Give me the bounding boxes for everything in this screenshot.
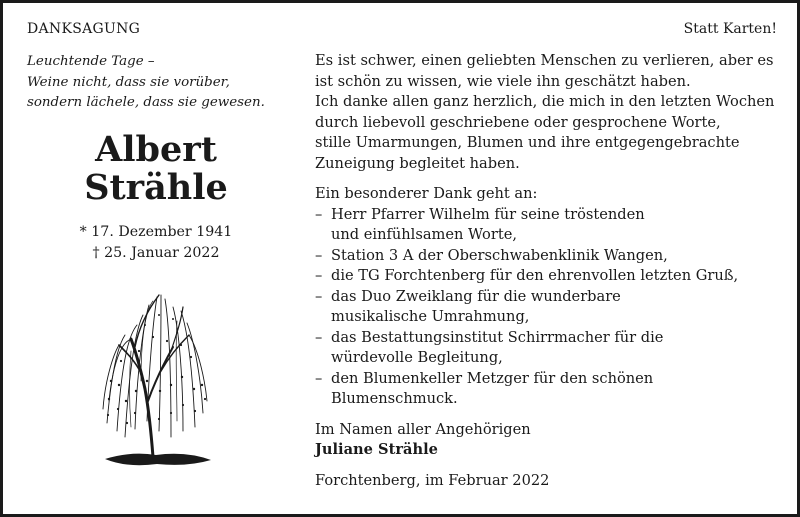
list-item: [315, 246, 785, 267]
list-item-continuation: Blumenschmuck.: [331, 390, 458, 407]
heading-danksagung: DANKSAGUNG: [27, 21, 141, 37]
intro-line: Es ist schwer, einen geliebten Menschen zu verlieren, aber es: [315, 52, 774, 69]
list-dash: –: [315, 287, 323, 305]
intro-line: Ich danke allen ganz herzlich, die mich in den letzten Wochen: [315, 93, 775, 110]
list-item-text: den Blumenkeller Metzger für den schönen: [331, 369, 654, 387]
deceased-name: [43, 131, 269, 207]
list-item-continuation: würdevolle Begleitung,: [331, 349, 503, 366]
intro-line: Zuneigung begleitet haben.: [315, 154, 520, 172]
list-item-text: Station 3 A der Oberschwabenklinik Wangen,: [331, 246, 668, 264]
heading-statt-karten: Statt Karten!: [683, 21, 777, 37]
weeping-willow-tree-icon: [91, 281, 221, 481]
intro-line: durch liebevoll geschriebene oder gesprochene Worte,: [315, 113, 721, 131]
list-item: [315, 287, 785, 328]
poem: [27, 52, 287, 114]
list-item-continuation: und einfühlsamen Worte,: [331, 226, 517, 243]
intro-line: ist schön zu wissen, wie viele ihn geschätzt haben.: [315, 72, 691, 90]
list-item-continuation: musikalische Umrahmung,: [331, 308, 530, 325]
signature: Juliane Strähle: [315, 441, 438, 458]
death-date: † 25. Januar 2022: [92, 245, 220, 261]
last-name: Strähle: [84, 167, 228, 208]
list-item: [315, 328, 785, 369]
list-item-text: Herr Pfarrer Wilhelm für seine tröstenden: [331, 205, 645, 223]
thanks-text: [315, 51, 785, 491]
closing-line: Im Namen aller Angehörigen: [315, 420, 531, 438]
poem-line: Weine nicht, dass sie vorüber,: [27, 74, 230, 90]
list-dash: –: [315, 328, 323, 346]
place-date: Forchtenberg, im Februar 2022: [315, 471, 550, 489]
list-dash: –: [315, 246, 323, 264]
poem-line: Leuchtende Tage –: [27, 54, 155, 69]
thanks-list: [315, 205, 785, 410]
poem-line: sondern lächele, dass sie gewesen.: [27, 95, 265, 110]
life-dates: [43, 222, 269, 264]
thanks-heading: Ein besonderer Dank geht an:: [315, 185, 538, 202]
list-item-text: das Bestattungsinstitut Schirrmacher für die: [331, 328, 664, 346]
list-item: [315, 369, 785, 410]
list-item-text: das Duo Zweiklang für die wunderbare: [331, 287, 621, 305]
intro-line: stille Umarmungen, Blumen und ihre entgegengebrachte: [315, 134, 740, 151]
list-item-text: die TG Forchtenberg für den ehrenvollen letzten Gruß,: [331, 267, 739, 284]
list-item: [315, 266, 785, 287]
list-dash: –: [315, 369, 323, 387]
list-dash: –: [315, 205, 323, 223]
list-dash: –: [315, 267, 323, 284]
first-name: Albert: [95, 129, 217, 170]
list-item: [315, 205, 785, 246]
birth-date: * 17. Dezember 1941: [79, 224, 233, 240]
